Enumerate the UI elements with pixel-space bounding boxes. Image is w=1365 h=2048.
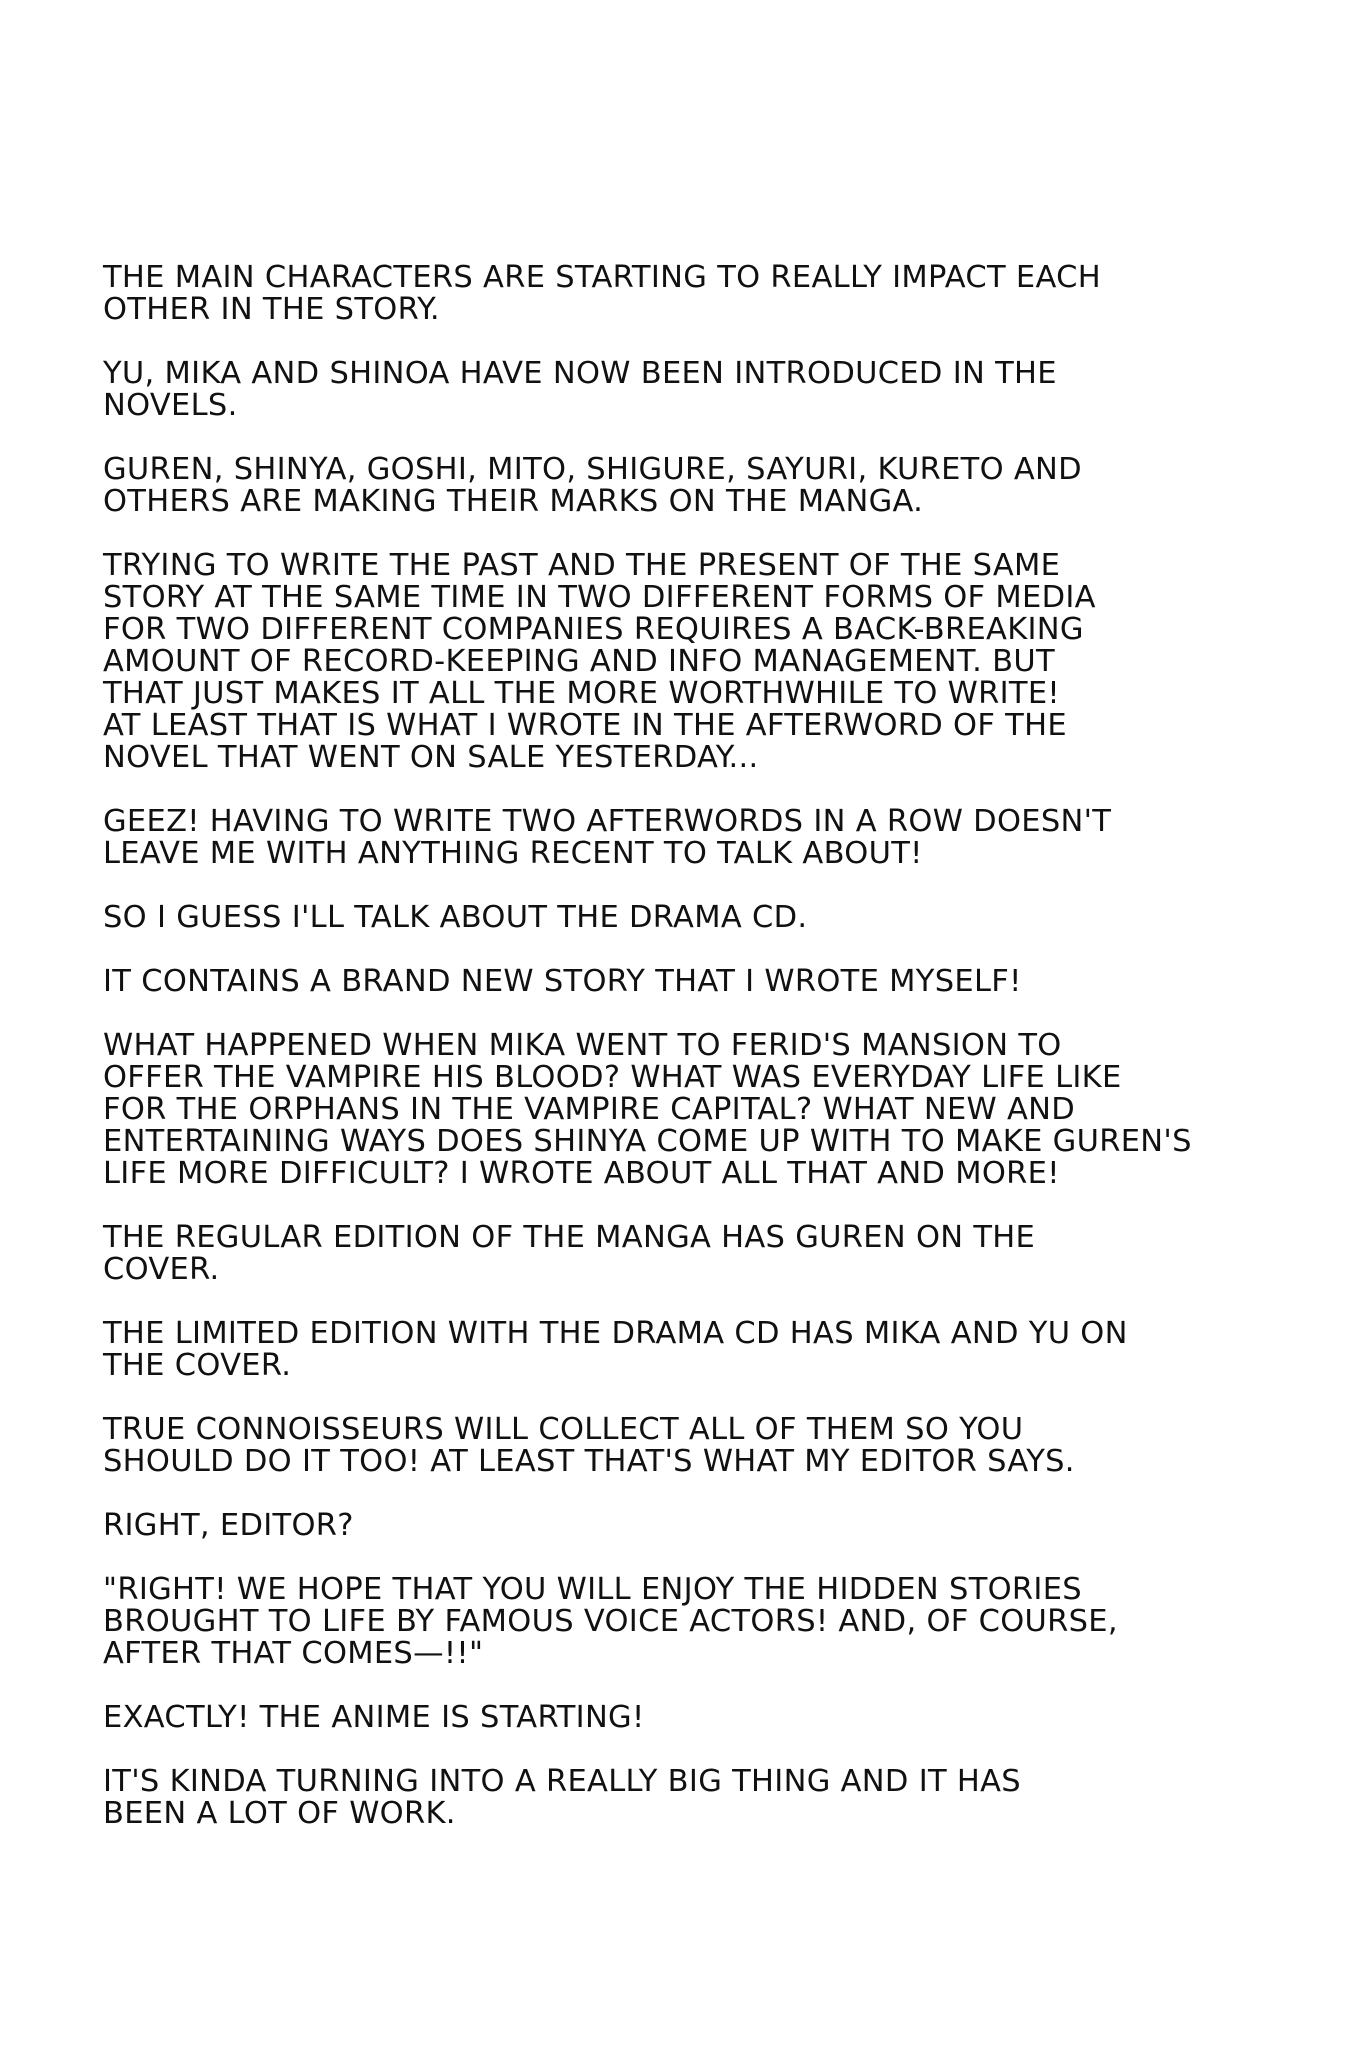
paragraph: IT'S KINDA TURNING INTO A REALLY BIG THING AND IT HAS BEEN A LOT OF WORK. xyxy=(103,1764,1021,1831)
paragraph: WHAT HAPPENED WHEN MIKA WENT TO FERID'S MANSION TO OFFER THE VAMPIRE HIS BLOOD? WHAT WAS EVERYDAY LIFE LIKE FOR THE ORPHANS IN THE VAMPIRE CAPITAL? WHAT NEW AND ENTERTAINING WAYS DOES SHINYA COME UP WITH TO MAKE GUREN'S LIFE MORE DIFFICULT? I WROTE ABOUT ALL THAT AND MORE! xyxy=(103,1028,1192,1191)
paragraph: THE MAIN CHARACTERS ARE STARTING TO REALLY IMPACT EACH OTHER IN THE STORY. xyxy=(103,260,1101,327)
paragraph: SO I GUESS I'LL TALK ABOUT THE DRAMA CD. xyxy=(103,900,808,935)
paragraph: GUREN, SHINYA, GOSHI, MITO, SHIGURE, SAYURI, KURETO AND OTHERS ARE MAKING THEIR MARKS ON THE MANGA. xyxy=(103,452,1082,519)
paragraph: TRYING TO WRITE THE PAST AND THE PRESENT OF THE SAME STORY AT THE SAME TIME IN TWO DIFFERENT FORMS OF MEDIA FOR TWO DIFFERENT COMPANIES REQUIRES A BACK-BREAKING AMOUNT OF RECORD-KEEPING AND INFO MANAGEMENT. BUT THAT JUST MAKES IT ALL THE MORE WORTHWHILE TO WRITE! AT LEAST THAT IS WHAT I WROTE IN THE AFTERWORD OF THE NOVEL THAT WENT ON SALE YESTERDAY... xyxy=(103,548,1096,775)
paragraph: IT CONTAINS A BRAND NEW STORY THAT I WROTE MYSELF! xyxy=(103,964,1022,999)
paragraph: EXACTLY! THE ANIME IS STARTING! xyxy=(103,1700,645,1735)
paragraph: THE REGULAR EDITION OF THE MANGA HAS GUREN ON THE COVER. xyxy=(103,1220,1036,1287)
afterword-text xyxy=(103,262,1203,1830)
paragraph: THE LIMITED EDITION WITH THE DRAMA CD HAS MIKA AND YU ON THE COVER. xyxy=(103,1316,1128,1383)
paragraph: GEEZ! HAVING TO WRITE TWO AFTERWORDS IN A ROW DOESN'T LEAVE ME WITH ANYTHING RECENT TO TALK ABOUT! xyxy=(103,804,1112,871)
paragraph: YU, MIKA AND SHINOA HAVE NOW BEEN INTRODUCED IN THE NOVELS. xyxy=(103,356,1057,423)
paragraph: RIGHT, EDITOR? xyxy=(103,1508,354,1543)
paragraph: "RIGHT! WE HOPE THAT YOU WILL ENJOY THE HIDDEN STORIES BROUGHT TO LIFE BY FAMOUS VOICE ACTORS! AND, OF COURSE, AFTER THAT COMES—!!" xyxy=(103,1572,1118,1671)
paragraph: TRUE CONNOISSEURS WILL COLLECT ALL OF THEM SO YOU SHOULD DO IT TOO! AT LEAST THAT'S WHAT MY EDITOR SAYS. xyxy=(103,1412,1075,1479)
